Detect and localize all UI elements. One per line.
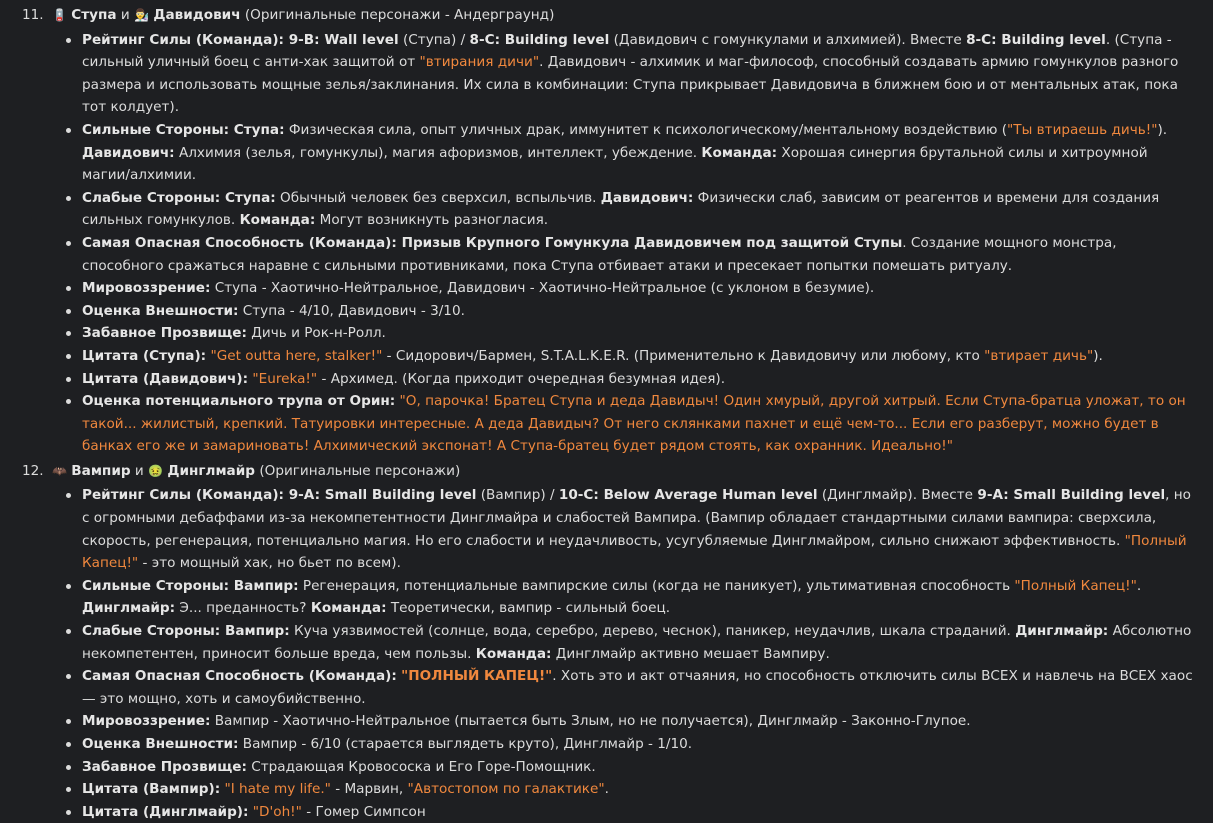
bold-label: Оценка Внешности: bbox=[82, 736, 239, 752]
body-text: , но с огромными дебаффами из-за некомпетентности Динглмайра и слабостей Вампира. (Вампир обладает стандартными силами вампира: сверхсила, скорость, регенерация, потенциально магия. Но его слабости и неудачливость, усугубляемые Динглмайром, сильно снижают эффективность. bbox=[82, 487, 1191, 549]
detail-item bbox=[82, 665, 1195, 710]
detail-item bbox=[82, 345, 1195, 368]
bold-label: Давидович: bbox=[600, 189, 694, 206]
conjunction: и bbox=[120, 7, 130, 23]
body-text: (Давидович с гомункулами и алхимией). Вместе bbox=[609, 31, 967, 48]
entry-heading bbox=[0, 460, 1195, 483]
bold-label: Самая Опасная Способность (Команда): bbox=[82, 668, 397, 685]
bold-label: Цитата (Вампир): bbox=[82, 781, 221, 798]
body-text: - Сидорович/Бармен, S.T.A.L.K.E.R. (Применительно к Давидовичу или любому, кто bbox=[382, 347, 985, 364]
bold-label: Команда: bbox=[239, 212, 316, 229]
quote-text: "D'oh!" bbox=[252, 803, 302, 820]
category-label: (Оригинальные персонажи) bbox=[259, 462, 461, 479]
detail-item bbox=[82, 277, 1195, 300]
character-name: Динглмайр bbox=[167, 462, 255, 479]
body-text: . (Ступа - сильный уличный боец с анти-хак защитой от bbox=[82, 31, 1172, 71]
body-text: ). bbox=[1157, 121, 1168, 138]
bold-label: Забавное Прозвище: bbox=[82, 758, 247, 775]
body-text: . bbox=[604, 781, 609, 798]
body-text: ). bbox=[1093, 347, 1103, 364]
quote-text: "Полный Капец!" bbox=[1014, 577, 1137, 594]
quote-text: "Ты втираешь дичь!" bbox=[1007, 121, 1158, 138]
detail-item bbox=[82, 801, 1195, 823]
bold-label: 8-C: Building level bbox=[966, 31, 1106, 48]
quote-text: "Get outta here, stalker!" bbox=[210, 347, 383, 364]
entry-number: 11. bbox=[22, 7, 44, 23]
detail-item bbox=[82, 620, 1195, 665]
bold-label: Слабые Стороны: Ступа: bbox=[82, 189, 276, 206]
detail-item bbox=[82, 187, 1195, 232]
detail-item bbox=[82, 390, 1195, 458]
wand-icon: 🪫 bbox=[52, 8, 67, 22]
detail-item bbox=[82, 232, 1195, 277]
entry-details-list bbox=[52, 482, 1195, 823]
body-text: Дичь и Рок-н-Ролл. bbox=[246, 325, 386, 342]
body-text: Физически слаб, зависим от реагентов и времени для создания сильных гомункулов. bbox=[82, 189, 1160, 229]
body-text: Ступа - Хаотично-Нейтральное, Давидович - Хаотично-Нейтральное (с уклоном в безумие). bbox=[210, 280, 875, 297]
bat-icon: 🦇 bbox=[52, 463, 67, 478]
body-text: (Ступа) / bbox=[398, 31, 470, 48]
body-text: Страдающая Кровососка и Его Горе-Помощник. bbox=[246, 758, 596, 775]
category-label: (Оригинальные персонажи - Андерграунд) bbox=[244, 7, 555, 23]
body-text: - это мощный хак, но бьет по всем). bbox=[138, 555, 401, 572]
detail-item bbox=[82, 368, 1195, 391]
entry-heading bbox=[0, 4, 1195, 27]
bold-label: Команда: bbox=[475, 645, 552, 662]
scientist-icon: 👨‍🔬 bbox=[134, 8, 150, 22]
detail-item bbox=[82, 322, 1195, 345]
bold-label: Мировоззрение: bbox=[82, 280, 211, 297]
bold-label: Команда: bbox=[701, 144, 778, 161]
body-text: . Создание мощного монстра, способного сражаться наравне с сильными противниками, пока Ступа отбивает атаки и пресекает попытки помешать ритуалу. bbox=[82, 234, 1117, 274]
body-text: Абсолютно некомпетентен, приносит больше вреда, чем пользы. bbox=[82, 623, 1192, 662]
body-text: Регенерация, потенциальные вампирские силы (когда не паникует), ультимативная способность bbox=[298, 577, 1015, 594]
bold-label: Оценка потенциального трупа от Орин: bbox=[82, 393, 396, 410]
character-name: Давидович bbox=[153, 7, 241, 23]
quote-text: "О, парочка! Братец Ступа и деда Давидыч! Один хмурый, другой хитрый. Если Ступа-братца уложат, то он такой... жилистый, крепкий. Татуировки интересные. А деда Давидыч? От него склянками пахнет и ещё чем-то... Если его разберут, можно будет в банках его же и замариновать! Алхимический экспонат! А Ступа-братец будет рядом стоять, как охранник. Идеально!" bbox=[82, 393, 1186, 455]
body-text: Обычный человек без сверхсил, вспыльчив. bbox=[275, 189, 601, 206]
detail-item bbox=[82, 575, 1195, 620]
bold-label: Цитата (Динглмайр): bbox=[82, 803, 249, 820]
bold-label: Сильные Стороны: Вампир: bbox=[82, 577, 299, 594]
body-text: Ступа - 4/10, Давидович - 3/10. bbox=[238, 302, 465, 319]
conjunction: и bbox=[134, 462, 144, 479]
body-text: Динглмайр активно мешает Вампиру. bbox=[551, 645, 830, 662]
quote-text: "втирания дичи" bbox=[419, 54, 540, 71]
body-text: Могут возникнуть разногласия. bbox=[315, 212, 549, 229]
bold-label: Команда: bbox=[310, 600, 387, 617]
bold-label: 10-C: Below Average Human level bbox=[558, 487, 818, 504]
bold-label: Цитата (Ступа): bbox=[82, 347, 207, 364]
detail-item bbox=[82, 733, 1195, 756]
body-text: (Вампир) / bbox=[476, 487, 559, 504]
bold-label: Давидович: bbox=[82, 144, 175, 161]
bold-label: Забавное Прозвище: bbox=[82, 325, 247, 342]
bold-label: Динглмайр: bbox=[82, 600, 176, 617]
detail-item bbox=[82, 119, 1195, 187]
character-name: Вампир bbox=[71, 462, 131, 479]
body-text: Вампир - 6/10 (старается выглядеть круто), Динглмайр - 1/10. bbox=[238, 736, 693, 752]
bold-label: Цитата (Давидович): bbox=[82, 370, 249, 387]
bold-label: Оценка Внешности: bbox=[82, 302, 239, 319]
body-text: Алхимия (зелья, гомункулы), магия афоризмов, интеллект, убеждение. bbox=[174, 144, 702, 161]
body-text: Физическая сила, опыт уличных драк, иммунитет к психологическому/ментальному воздействию ( bbox=[284, 121, 1008, 138]
bold-label: Мировоззрение: bbox=[82, 713, 211, 730]
detail-item bbox=[82, 778, 1195, 801]
body-text: . Давидович - алхимик и маг-философ, способный создавать армию гомункулов разного размера и использовать мощные зелья/заклинания. Их сила в комбинации: Ступа прикрывает Давидовича в ближнем бою и от ментальных атак, пока тот колдует). bbox=[82, 54, 1179, 116]
quote-text: "втирает дичь" bbox=[984, 347, 1094, 364]
entry-details-list bbox=[52, 27, 1195, 458]
entry-number: 12. bbox=[22, 462, 44, 479]
body-text: Хорошая синергия брутальной силы и хитроумной магии/алхимии. bbox=[82, 144, 1148, 184]
nauseated-face-icon: 🤢 bbox=[148, 463, 164, 478]
quote-text: "Полный Капец!" bbox=[82, 532, 1187, 572]
detail-item bbox=[82, 29, 1195, 119]
bold-label: Сильные Стороны: Ступа: bbox=[82, 121, 285, 138]
body-text: - Марвин, bbox=[330, 781, 408, 798]
body-text: (Динглмайр). Вместе bbox=[817, 487, 978, 504]
detail-item bbox=[82, 756, 1195, 779]
body-text: Вампир - Хаотично-Нейтральное (пытается быть Злым, но не получается), Динглмайр - Законно-Глупое. bbox=[210, 713, 971, 730]
bold-label: Самая Опасная Способность (Команда): Призыв Крупного Гомункула Давидовичем под защитой Ступы bbox=[82, 234, 903, 251]
body-text: Э... преданность? bbox=[175, 600, 311, 617]
quote-text: "Автостопом по галактике" bbox=[407, 781, 605, 798]
bold-label: Динглмайр: bbox=[1015, 623, 1109, 640]
entry-12 bbox=[0, 460, 1213, 823]
body-text: Куча уязвимостей (солнце, вода, серебро, дерево, чеснок), паникер, неудачлив, шкала страданий. bbox=[289, 623, 1016, 640]
bold-label: Рейтинг Силы (Команда): 9-A: Small Building level bbox=[82, 487, 477, 504]
body-text: . bbox=[1136, 577, 1142, 594]
bold-label: Рейтинг Силы (Команда): 9-B: Wall level bbox=[82, 31, 399, 48]
detail-item bbox=[82, 300, 1195, 323]
body-text: . Хоть это и акт отчаяния, но способность отключить силы ВСЕХ и навлечь на ВСЕХ хаос — это мощно, хоть и самоубийственно. bbox=[82, 668, 1193, 707]
body-text: Теоретически, вампир - сильный боец. bbox=[386, 600, 671, 617]
character-name: Ступа bbox=[71, 7, 117, 23]
quote-text: "I hate my life." bbox=[224, 781, 331, 798]
quote-text: "ПОЛНЫЙ КАПЕЦ!" bbox=[401, 668, 553, 685]
bold-label: 8-C: Building level bbox=[469, 31, 610, 48]
detail-item bbox=[82, 484, 1195, 574]
bold-label: 9-A: Small Building level bbox=[977, 487, 1166, 504]
quote-text: "Eureka!" bbox=[252, 370, 318, 387]
body-text: - Гомер Симпсон bbox=[301, 803, 426, 820]
body-text: - Архимед. (Когда приходит очередная безумная идея). bbox=[317, 370, 726, 387]
detail-item bbox=[82, 710, 1195, 733]
bold-label: Слабые Стороны: Вампир: bbox=[82, 623, 290, 640]
